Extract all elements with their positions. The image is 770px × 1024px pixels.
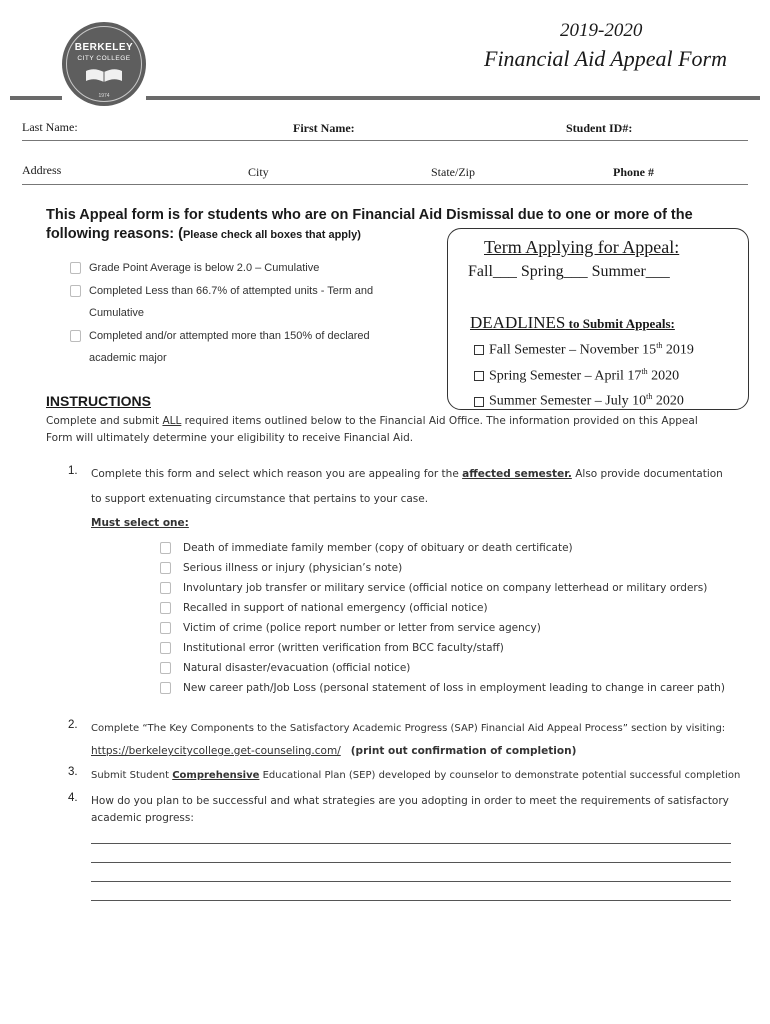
step3-text: Submit Student Comprehensive Educational Plan (SEP) developed by counselor to demonstrate potential successful completion [91, 770, 741, 781]
option-career-path-checkbox[interactable] [160, 682, 171, 694]
step2-link-line: https://berkeleycitycollege.get-counseling.com/ (print out confirmation of completion) [91, 745, 577, 757]
header-rule-right [146, 96, 760, 100]
option-institutional-error-checkbox[interactable] [160, 642, 171, 654]
logo-text-berkeley: BERKELEY [74, 42, 134, 53]
counseling-link[interactable]: https://berkeleycitycollege.get-counseling.com/ [91, 745, 341, 757]
form-year: 2019-2020 [560, 20, 643, 41]
intro-line-2: following reasons: (Please check all boxes that apply) [46, 226, 361, 242]
step3-number: 3. [68, 766, 78, 778]
answer-line-2[interactable] [91, 862, 731, 863]
option-death[interactable]: Death of immediate family member (copy of obituary or death certificate) [160, 538, 725, 558]
step1-text: Complete this form and select which reason you are appealing for the affected semester. Also provide documentation [91, 468, 723, 480]
step2-number: 2. [68, 719, 78, 731]
step1-text-line2: to support extenuating circumstance that pertains to your case. [91, 493, 429, 505]
logo-text-city-college: CITY COLLEGE [77, 55, 131, 62]
step1-number: 1. [68, 465, 78, 477]
answer-line-3[interactable] [91, 881, 731, 882]
option-institutional-error[interactable]: Institutional error (written verification from BCC faculty/staff) [160, 638, 725, 658]
step4-number: 4. [68, 792, 78, 804]
option-illness-checkbox[interactable] [160, 562, 171, 574]
deadline-fall[interactable]: Fall Semester – November 15th 2019 [474, 335, 694, 361]
book-icon [84, 65, 124, 87]
reason-gpa-checkbox[interactable] [70, 262, 81, 274]
state-zip-label: State/Zip [431, 165, 475, 179]
term-options[interactable]: Fall___ Spring___ Summer___ [468, 263, 670, 280]
last-name-label: Last Name: [22, 120, 78, 134]
deadline-spring[interactable]: Spring Semester – April 17th 2020 [474, 361, 694, 387]
address-label: Address [22, 163, 62, 177]
option-recalled[interactable]: Recalled in support of national emergency (official notice) [160, 598, 725, 618]
step4-text: How do you plan to be successful and what strategies are you adopting in order to meet the requirements of satisfactory academic progress: [91, 795, 729, 824]
reason-max-units-cont: academic major [89, 352, 167, 364]
option-illness[interactable]: Serious illness or injury (physician’s note) [160, 558, 725, 578]
form-title: Financial Aid Appeal Form [484, 46, 727, 71]
deadline-summer[interactable]: Summer Semester – July 10th 2020 [474, 386, 694, 412]
city-label: City [248, 165, 269, 179]
option-recalled-checkbox[interactable] [160, 602, 171, 614]
reason-max-units-checkbox[interactable] [70, 330, 81, 342]
instructions-paragraph: Complete and submit ALL required items outlined below to the Financial Aid Office. The information provided on this Appeal Form will ultimately determine your eligibility to receive Financial Aid. [46, 415, 698, 444]
option-crime-checkbox[interactable] [160, 622, 171, 634]
intro-line-1: This Appeal form is for students who are on Financial Aid Dismissal due to one or more of the [46, 207, 693, 223]
row1-underline[interactable] [22, 140, 748, 141]
option-disaster[interactable]: Natural disaster/evacuation (official notice) [160, 658, 725, 678]
appeal-reason-list [160, 538, 725, 698]
phone-label: Phone # [613, 165, 655, 179]
deadlines-heading: DEADLINES to Submit Appeals: [470, 313, 675, 332]
logo-text-year: 1974 [98, 93, 110, 99]
deadlines-list [474, 335, 694, 412]
term-appeal-box [447, 228, 749, 410]
first-name-label: First Name: [293, 121, 355, 135]
reason-completion-checkbox[interactable] [70, 285, 81, 297]
college-logo [62, 22, 146, 106]
answer-line-4[interactable] [91, 900, 731, 901]
row2-underline[interactable] [22, 184, 748, 185]
reason-completion[interactable]: Completed Less than 66.7% of attempted units - Term and [70, 280, 373, 302]
reason-completion-cont: Cumulative [89, 307, 145, 319]
must-select-label: Must select one: [91, 517, 189, 529]
option-crime[interactable]: Victim of crime (police report number or letter from service agency) [160, 618, 725, 638]
option-disaster-checkbox[interactable] [160, 662, 171, 674]
instructions-heading: INSTRUCTIONS [46, 393, 151, 409]
answer-line-1[interactable] [91, 843, 731, 844]
reason-max-units[interactable]: Completed and/or attempted more than 150% of declared [70, 325, 370, 347]
option-career-path[interactable]: New career path/Job Loss (personal statement of loss in employment leading to change in career path) [160, 678, 725, 698]
student-id-label: Student ID#: [566, 121, 633, 135]
option-death-checkbox[interactable] [160, 542, 171, 554]
header-rule-left [10, 96, 62, 100]
term-heading: Term Applying for Appeal: [484, 237, 680, 257]
step2-text: Complete “The Key Components to the Satisfactory Academic Progress (SAP) Financial Aid Appeal Process” section by visiting: [91, 723, 726, 734]
reason-gpa[interactable]: Grade Point Average is below 2.0 – Cumulative [70, 257, 319, 279]
option-job-transfer[interactable]: Involuntary job transfer or military service (official notice on company letterhead or military orders) [160, 578, 725, 598]
option-job-transfer-checkbox[interactable] [160, 582, 171, 594]
